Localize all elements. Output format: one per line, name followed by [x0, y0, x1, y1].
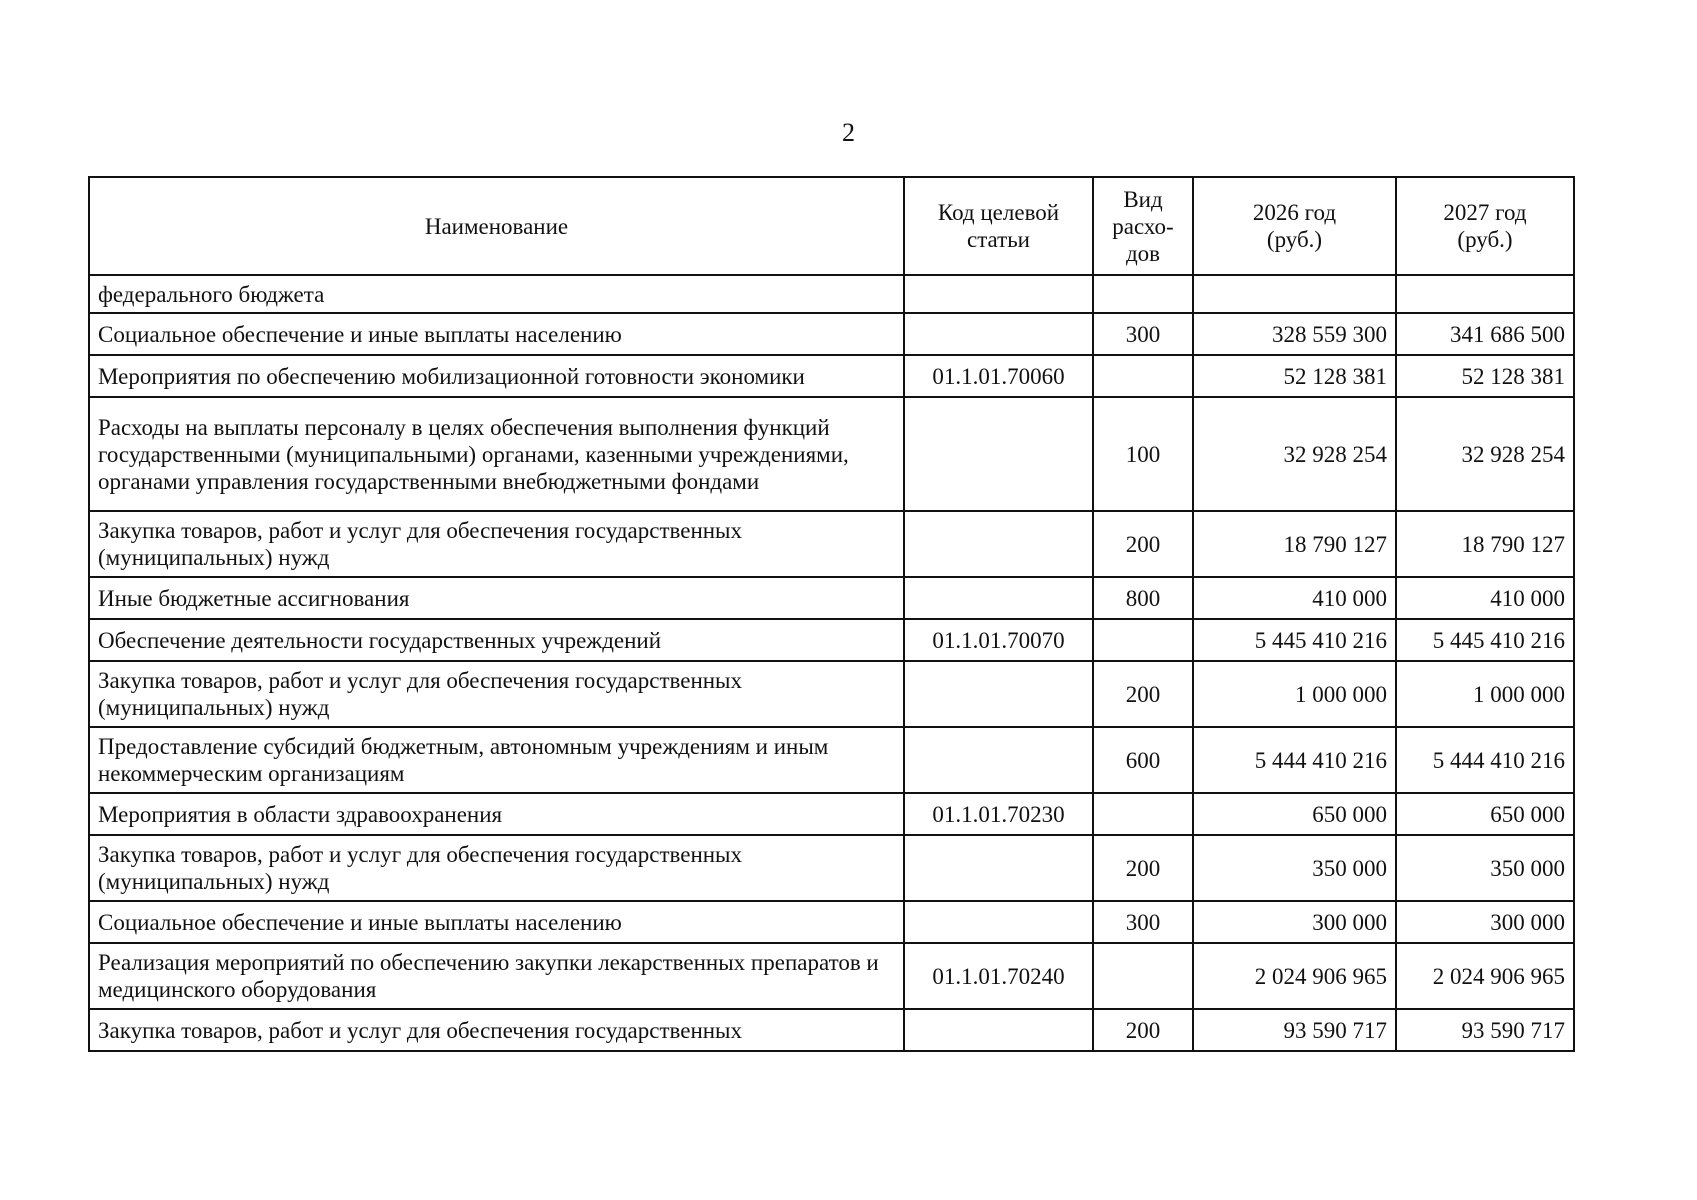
row-code-cell — [904, 275, 1093, 313]
row-expense-type-cell — [1093, 355, 1193, 397]
row-2026-amount-cell: 5 444 410 216 — [1193, 727, 1396, 793]
row-2027-amount-cell: 1 000 000 — [1396, 661, 1574, 727]
row-expense-type-cell — [1093, 943, 1193, 1009]
table-row — [89, 355, 1574, 397]
row-name-cell: Предоставление субсидий бюджетным, автономным учреждениям и иным некоммерческим организациям — [89, 727, 904, 793]
row-code-cell — [904, 313, 1093, 355]
table-row — [89, 619, 1574, 661]
row-expense-type-cell: 200 — [1093, 511, 1193, 577]
header-year-2027: 2027 год (руб.) — [1396, 177, 1574, 275]
row-2026-amount-cell: 2 024 906 965 — [1193, 943, 1396, 1009]
header-type: Вид расхо- дов — [1093, 177, 1193, 275]
row-2027-amount-cell: 52 128 381 — [1396, 355, 1574, 397]
table-row — [89, 313, 1574, 355]
row-expense-type-cell: 800 — [1093, 577, 1193, 619]
row-2026-amount-cell — [1193, 275, 1396, 313]
row-code-cell — [904, 397, 1093, 511]
row-expense-type-cell: 200 — [1093, 835, 1193, 901]
row-name-cell: Иные бюджетные ассигнования — [89, 577, 904, 619]
table-header-row — [89, 177, 1574, 275]
row-name-cell: Расходы на выплаты персоналу в целях обеспечения выполнения функций государственными (муниципальными) органами, казенными учреждениями, органами управления государственными внебюджетными фондами — [89, 397, 904, 511]
row-name-cell: Социальное обеспечение и иные выплаты населению — [89, 901, 904, 943]
row-name-cell: Закупка товаров, работ и услуг для обеспечения государственных (муниципальных) нужд — [89, 511, 904, 577]
row-code-cell: 01.1.01.70240 — [904, 943, 1093, 1009]
table-row — [89, 793, 1574, 835]
row-2026-amount-cell: 1 000 000 — [1193, 661, 1396, 727]
row-name-cell: Реализация мероприятий по обеспечению закупки лекарственных препаратов и медицинского оборудования — [89, 943, 904, 1009]
row-name-cell: Закупка товаров, работ и услуг для обеспечения государственных — [89, 1009, 904, 1051]
row-expense-type-cell — [1093, 619, 1193, 661]
table-row — [89, 835, 1574, 901]
header-year-2026: 2026 год (руб.) — [1193, 177, 1396, 275]
row-code-cell: 01.1.01.70230 — [904, 793, 1093, 835]
header-name: Наименование — [89, 177, 904, 275]
row-2026-amount-cell: 350 000 — [1193, 835, 1396, 901]
row-name-cell: Обеспечение деятельности государственных учреждений — [89, 619, 904, 661]
row-2026-amount-cell: 32 928 254 — [1193, 397, 1396, 511]
row-2026-amount-cell: 650 000 — [1193, 793, 1396, 835]
row-2027-amount-cell: 5 444 410 216 — [1396, 727, 1574, 793]
page-number: 2 — [842, 118, 855, 147]
row-2027-amount-cell: 341 686 500 — [1396, 313, 1574, 355]
row-2027-amount-cell: 350 000 — [1396, 835, 1574, 901]
row-2027-amount-cell: 2 024 906 965 — [1396, 943, 1574, 1009]
table-row — [89, 943, 1574, 1009]
row-2027-amount-cell: 18 790 127 — [1396, 511, 1574, 577]
row-2026-amount-cell: 410 000 — [1193, 577, 1396, 619]
header-code: Код целевой статьи — [904, 177, 1093, 275]
table-row — [89, 901, 1574, 943]
row-name-cell: Закупка товаров, работ и услуг для обеспечения государственных (муниципальных) нужд — [89, 835, 904, 901]
row-2027-amount-cell: 410 000 — [1396, 577, 1574, 619]
row-expense-type-cell — [1093, 793, 1193, 835]
row-code-cell — [904, 661, 1093, 727]
row-code-cell — [904, 577, 1093, 619]
row-2027-amount-cell: 650 000 — [1396, 793, 1574, 835]
row-code-cell — [904, 511, 1093, 577]
row-2026-amount-cell: 328 559 300 — [1193, 313, 1396, 355]
row-code-cell: 01.1.01.70060 — [904, 355, 1093, 397]
row-expense-type-cell — [1093, 275, 1193, 313]
row-2026-amount-cell: 300 000 — [1193, 901, 1396, 943]
row-expense-type-cell: 100 — [1093, 397, 1193, 511]
row-name-cell: Мероприятия в области здравоохранения — [89, 793, 904, 835]
table-row — [89, 727, 1574, 793]
row-expense-type-cell: 300 — [1093, 901, 1193, 943]
row-code-cell — [904, 901, 1093, 943]
table-row — [89, 397, 1574, 511]
row-expense-type-cell: 200 — [1093, 1009, 1193, 1051]
table-row — [89, 275, 1574, 313]
row-name-cell: Закупка товаров, работ и услуг для обеспечения государственных (муниципальных) нужд — [89, 661, 904, 727]
row-2027-amount-cell: 32 928 254 — [1396, 397, 1574, 511]
row-name-cell: федерального бюджета — [89, 275, 904, 313]
row-name-cell: Мероприятия по обеспечению мобилизационной готовности экономики — [89, 355, 904, 397]
row-code-cell — [904, 835, 1093, 901]
row-2026-amount-cell: 93 590 717 — [1193, 1009, 1396, 1051]
table-row — [89, 1009, 1574, 1051]
row-2026-amount-cell: 5 445 410 216 — [1193, 619, 1396, 661]
table-body — [89, 275, 1574, 1051]
row-code-cell: 01.1.01.70070 — [904, 619, 1093, 661]
row-2026-amount-cell: 52 128 381 — [1193, 355, 1396, 397]
row-2026-amount-cell: 18 790 127 — [1193, 511, 1396, 577]
row-expense-type-cell: 600 — [1093, 727, 1193, 793]
budget-table — [88, 176, 1575, 1052]
table-row — [89, 577, 1574, 619]
row-2027-amount-cell: 5 445 410 216 — [1396, 619, 1574, 661]
row-2027-amount-cell: 300 000 — [1396, 901, 1574, 943]
row-expense-type-cell: 200 — [1093, 661, 1193, 727]
row-2027-amount-cell — [1396, 275, 1574, 313]
row-expense-type-cell: 300 — [1093, 313, 1193, 355]
table-row — [89, 511, 1574, 577]
row-code-cell — [904, 1009, 1093, 1051]
table-row — [89, 661, 1574, 727]
row-name-cell: Социальное обеспечение и иные выплаты населению — [89, 313, 904, 355]
row-2027-amount-cell: 93 590 717 — [1396, 1009, 1574, 1051]
row-code-cell — [904, 727, 1093, 793]
